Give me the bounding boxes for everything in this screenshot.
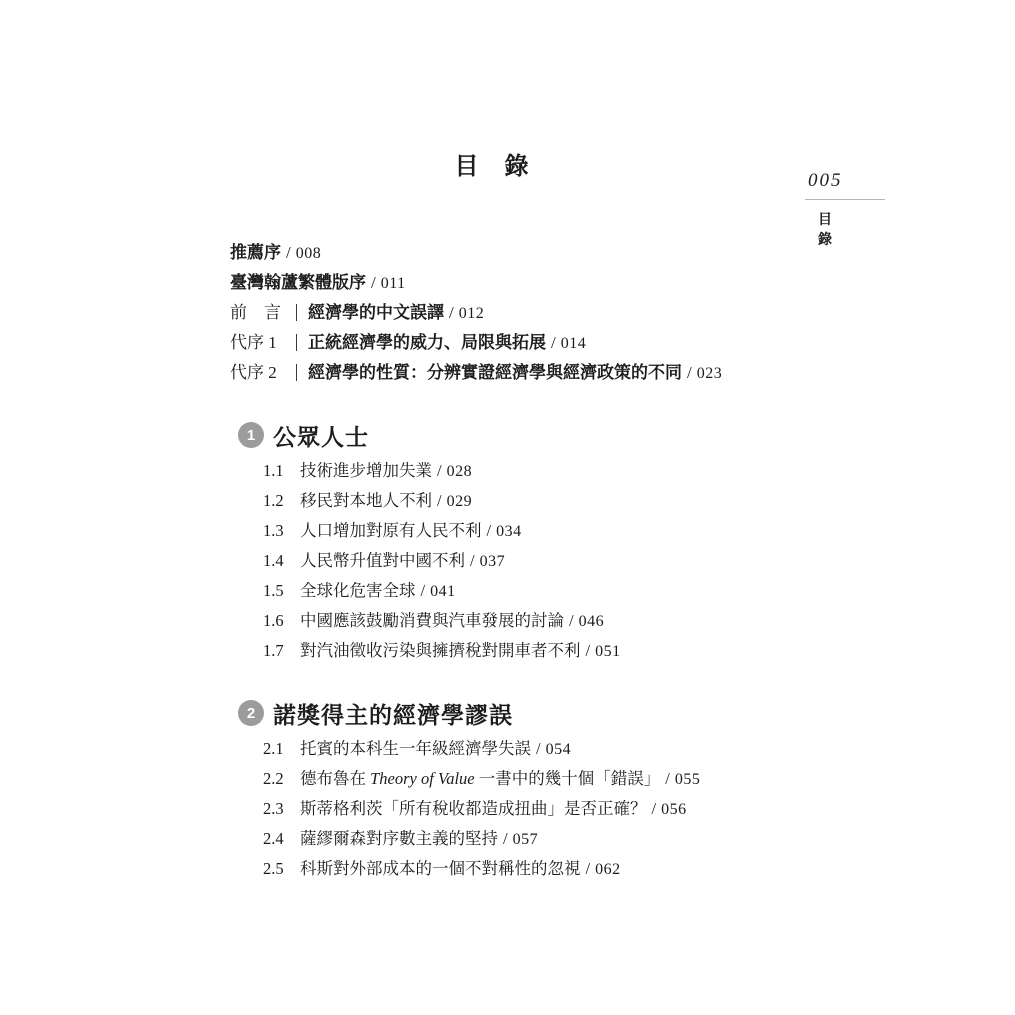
entry-page: 062	[595, 861, 621, 878]
entry-page: 034	[496, 523, 522, 540]
entry-label: 代序 1	[230, 333, 277, 352]
entry-number: 1.6	[263, 611, 284, 630]
entry-number: 1.5	[263, 581, 284, 600]
chapter-1-items	[263, 456, 1015, 666]
margin-label	[818, 211, 885, 251]
toc-entry	[230, 238, 1015, 268]
page-number: 005	[808, 170, 843, 191]
toc-entry	[263, 606, 1015, 636]
chapter-2-items	[263, 734, 1015, 884]
toc-entry	[263, 734, 1015, 764]
entry-title: 人民幣升值對中國不利	[300, 551, 465, 570]
slash-separator: /	[503, 829, 508, 848]
toc-entry	[263, 516, 1015, 546]
toc-entry	[230, 328, 1015, 358]
entry-title: 全球化危害全球	[300, 581, 416, 600]
entry-page: 028	[446, 463, 473, 480]
entry-number: 2.2	[263, 769, 284, 788]
slash-separator: /	[536, 739, 541, 758]
slash-separator: /	[651, 799, 657, 818]
slash-separator: /	[585, 859, 591, 878]
entry-page: 011	[380, 275, 406, 292]
entry-title: 對汽油徵收污染與擁擠稅對開車者不利	[300, 641, 581, 660]
toc-entry	[263, 824, 1015, 854]
margin-label-char: 目	[818, 213, 832, 228]
entry-page: 055	[674, 771, 701, 788]
toc-entry	[230, 358, 1015, 388]
entry-page: 012	[458, 305, 485, 322]
chapter-title: 公眾人士	[273, 424, 369, 450]
toc-entry	[230, 268, 1015, 298]
entry-number: 2.3	[263, 799, 284, 818]
entry-page: 057	[512, 831, 539, 848]
entry-number: 1.2	[263, 491, 284, 510]
entry-title: 推薦序	[230, 243, 281, 262]
entry-page: 023	[696, 365, 723, 382]
slash-separator: /	[687, 363, 692, 382]
slash-separator: /	[470, 551, 475, 570]
toc-entry	[263, 486, 1015, 516]
slash-separator: /	[286, 243, 291, 262]
toc-entry	[263, 636, 1015, 666]
entry-label: 前 言	[230, 303, 281, 322]
slash-separator: /	[449, 303, 454, 322]
entry-page: 054	[545, 741, 572, 758]
toc-entry	[263, 456, 1015, 486]
separator-bar	[296, 304, 297, 321]
chapter-number-badge: 2	[238, 700, 264, 726]
slash-separator: /	[551, 333, 556, 352]
slash-separator: /	[585, 641, 591, 660]
entry-title: 托賓的本科生一年級經濟學失誤	[300, 739, 531, 758]
slash-separator: /	[420, 581, 426, 600]
chapter-number-badge: 1	[238, 422, 264, 448]
entry-number: 1.3	[263, 521, 284, 540]
entry-title: 斯蒂格利茨「所有稅收都造成扭曲」是否正確？	[300, 799, 647, 818]
folio-divider	[805, 199, 885, 200]
separator-bar	[296, 364, 297, 381]
entry-number: 1.1	[263, 461, 284, 480]
entry-page: 051	[595, 643, 621, 660]
chapter-1-heading	[238, 420, 1015, 450]
entry-number: 2.1	[263, 739, 284, 758]
slash-separator: /	[569, 611, 574, 630]
entry-title: 技術進步增加失業	[300, 461, 432, 480]
slash-separator: /	[665, 769, 670, 788]
entry-title: 移民對本地人不利	[300, 491, 432, 510]
entry-number: 1.7	[263, 641, 284, 660]
entry-number: 2.4	[263, 829, 284, 848]
chapter-2-heading	[238, 698, 1015, 728]
slash-separator: /	[437, 461, 442, 480]
entry-title: 臺灣翰蘆繁體版序	[230, 273, 366, 292]
front-matter-list	[230, 238, 1015, 388]
slash-separator: /	[437, 491, 442, 510]
chapter-title: 諾獎得主的經濟學謬誤	[273, 702, 513, 728]
entry-page: 041	[430, 583, 456, 600]
slash-separator: /	[486, 521, 492, 540]
toc-entry	[263, 546, 1015, 576]
entry-number: 1.4	[263, 551, 284, 570]
slash-separator: /	[371, 273, 376, 292]
folio-block	[805, 170, 885, 251]
entry-title: 科斯對外部成本的一個不對稱性的忽視	[300, 859, 581, 878]
entry-page: 008	[295, 245, 322, 262]
entry-page: 029	[446, 493, 473, 510]
book-title-italic: Theory of Value	[370, 769, 475, 788]
toc-entry	[230, 298, 1015, 328]
toc-entry	[263, 576, 1015, 606]
entry-page: 037	[479, 553, 506, 570]
margin-label-char: 錄	[818, 233, 832, 248]
entry-page: 046	[578, 613, 605, 630]
toc-entry	[263, 764, 1015, 794]
toc-entry	[263, 794, 1015, 824]
entry-title: 中國應該鼓勵消費與汽車發展的討論	[300, 611, 564, 630]
entry-title: 德布魯在 Theory of Value 一書中的幾十個「錯誤」	[300, 769, 661, 788]
entry-label: 代序 2	[230, 363, 277, 382]
entry-page: 056	[661, 801, 687, 818]
entry-title: 人口增加對原有人民不利	[300, 521, 482, 540]
separator-bar	[296, 334, 297, 351]
entry-number: 2.5	[263, 859, 284, 878]
entry-page: 014	[560, 335, 587, 352]
toc-entry	[263, 854, 1015, 884]
entry-title: 薩繆爾森對序數主義的堅持	[300, 829, 498, 848]
entry-title: 正統經濟學的威力、局限與拓展	[308, 333, 546, 352]
entry-title: 經濟學的性質：分辨實證經濟學與經濟政策的不同	[308, 363, 682, 382]
entry-title: 經濟學的中文誤譯	[308, 303, 444, 322]
page-title: 目 錄	[454, 154, 539, 180]
